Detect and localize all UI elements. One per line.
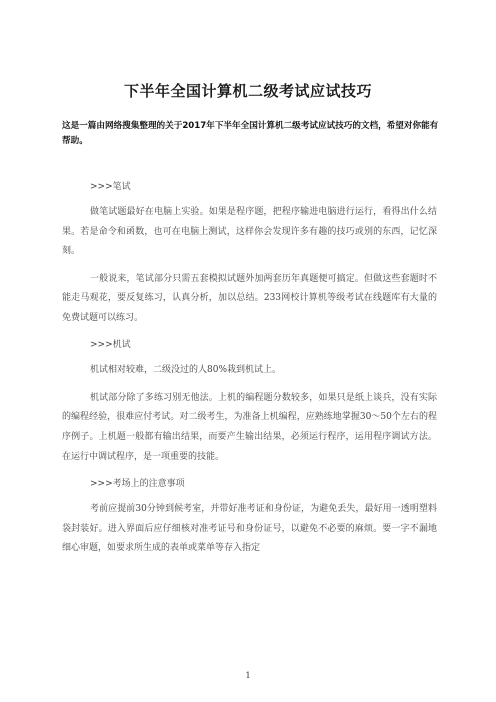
section-heading-exam-notes: >>>考场上的注意事项 <box>90 478 185 489</box>
paragraph: 考前应提前30分钟到候考室，并带好准考证和身份证，为避免丢失，最好用一透明塑料袋封装好。进入界面后应仔细核对准考证号和身份证号，以避免不必要的麻烦。要一字不漏地细心审题，如要求所生成的表单或菜单等存入指定 <box>62 504 437 554</box>
paragraph: 机试部分除了多练习别无他法。上机的编程题分数较多，如果只是纸上谈兵，没有实际的编程经验，很难应付考试。对二级考生，为准备上机编程，应熟练地掌握30～50个左右的程序例子。上机题一般都有输出结果，而要产生输出结果，必须运行程序，运用程序调试方法。在运行中调试程序，是一项重要的技能。 <box>62 392 437 462</box>
document-body <box>62 178 437 567</box>
document-title: 下半年全国计算机二级考试应试技巧 <box>123 82 372 100</box>
section-heading-computer-exam: >>>机试 <box>90 340 131 351</box>
document-summary: 这是一篇由网络搜集整理的关于2017年下半年全国计算机二级考试应试技巧的文档，希望对你能有帮助。 <box>62 121 439 146</box>
paragraph: 机试相对较难，二级没过的人80%栽到机试上。 <box>90 365 282 376</box>
paragraph: 一般说来，笔试部分只需五套模拟试题外加两套历年真题便可搞定。但做这些套题时不能走马观花，要反复练习，认真分析，加以总结。233网校计算机等级考试在线题库有大量的免费试题可以练习。 <box>62 273 437 323</box>
page-number: 1 <box>245 671 251 680</box>
paragraph: 做笔试题最好在电脑上实验。如果是程序题，把程序输进电脑进行运行，看得出什么结果。若是命令和函数，也可在电脑上测试，这样你会发现许多有趣的技巧或别的东西，记忆深刻。 <box>62 207 437 257</box>
section-heading-written-exam: >>>笔试 <box>90 182 131 192</box>
